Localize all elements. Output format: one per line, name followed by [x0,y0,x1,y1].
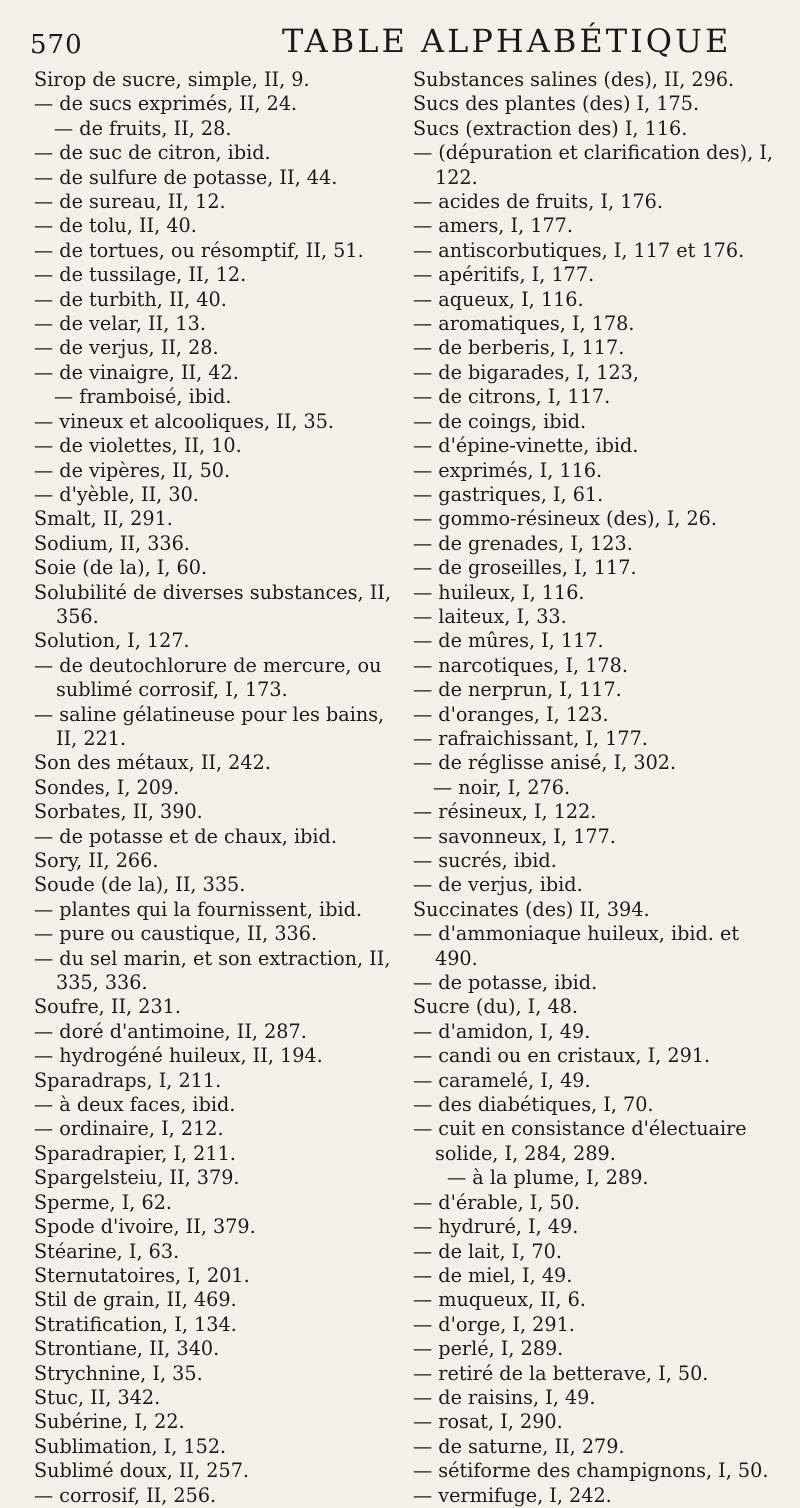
index-entry: Sparadrapier, I, 211. [34,1141,236,1165]
index-entry: Solubilité de diverses substances, II, 356. [34,580,391,628]
index-entry: Son des métaux, II, 242. [34,751,271,775]
index-subentry: — d'oranges, I, 123. [413,702,609,726]
index-entry: Spode d'ivoire, II, 379. [34,1215,256,1239]
index-entry: Soufre, II, 231. [34,995,181,1019]
index-subentry: — de sulfure de potasse, II, 44. [34,165,338,189]
index-subentry: — plantes qui la fournissent, ibid. [34,897,362,921]
index-entry: Sucs (extraction des) I, 116. [413,116,688,140]
index-entry: Soie (de la), I, 60. [34,556,208,580]
index-entry: Sondes, I, 209. [34,775,180,799]
index-subentry: — de vinaigre, II, 42. [34,360,239,384]
index-subentry: — pure ou caustique, II, 336. [34,922,318,946]
right-index-column [413,68,785,1508]
index-subentry: — d'érable, I, 50. [413,1190,581,1214]
index-subentry: — saline gélatineuse pour les bains, II, 221. [34,702,385,750]
index-subentry: — acides de fruits, I, 176. [413,190,663,214]
index-subentry: — vermifuge, I, 242. [413,1483,612,1507]
index-subentry: — à la plume, I, 289. [447,1166,649,1190]
index-entry: Sublimation, I, 152. [34,1434,227,1458]
index-subentry: — doré d'antimoine, II, 287. [34,1019,307,1043]
index-subentry: — de sureau, II, 12. [34,190,226,214]
index-entry: Sparadraps, I, 211. [34,1068,222,1092]
index-entry: Subérine, I, 22. [34,1410,185,1434]
index-subentry: — (dépuration et clarification des), I, 122. [413,141,773,189]
index-subentry: — de tolu, II, 40. [34,214,197,238]
index-subentry: — cuit en consistance d'électuaire solide, I, 284, 289. [413,1117,747,1165]
index-subentry: — d'orge, I, 291. [413,1312,575,1336]
index-subentry: — de potasse, ibid. [413,971,598,995]
index-subentry: — de berberis, I, 117. [413,336,625,360]
page-number: 570 [30,30,83,60]
index-subentry: — muqueux, II, 6. [413,1288,586,1312]
index-entry: Sperme, I, 62. [34,1190,172,1214]
index-subentry: — sucrés, ibid. [413,849,557,872]
index-subentry: — de coings, ibid. [413,409,587,433]
index-entry: Sory, II, 266. [34,849,159,872]
index-entry: Spargelsteiu, II, 379. [34,1166,240,1190]
index-subentry: — laiteux, I, 33. [413,604,567,628]
index-subentry: — hydrogéné huileux, II, 194. [34,1044,323,1068]
index-subentry: — de saturne, II, 279. [413,1434,625,1458]
index-subentry: — de lait, I, 70. [413,1239,562,1263]
index-subentry: — perlé, I, 289. [413,1337,564,1361]
index-subentry: — de mûres, I, 117. [413,629,604,653]
index-subentry: — exprimés, I, 116. [413,458,603,482]
index-entry: Stratification, I, 134. [34,1312,237,1336]
index-subentry: — amers, I, 177. [413,214,573,238]
index-entry: Stuc, II, 342. [34,1385,161,1409]
index-subentry: — hydruré, I, 49. [413,1215,579,1239]
index-subentry: — candi ou en cristaux, I, 291. [413,1044,711,1068]
index-subentry: — résineux, I, 122. [413,800,597,824]
index-subentry: — antiscorbutiques, I, 117 et 176. [413,238,745,262]
index-subentry: — aqueux, I, 116. [413,287,584,311]
index-subentry: — savonneux, I, 177. [413,824,616,848]
index-subentry: — noir, I, 276. [433,775,571,799]
index-entry: Sublimé doux, II, 257. [34,1459,249,1483]
index-subentry: — sétiforme des champignons, I, 50. [413,1459,769,1483]
index-entry: Soude (de la), II, 335. [34,873,246,897]
index-entry: Strychnine, I, 35. [34,1361,203,1385]
index-subentry: — vineux et alcooliques, II, 35. [34,409,335,433]
index-subentry: — huileux, I, 116. [413,580,585,604]
index-subentry: — à deux faces, ibid. [34,1093,236,1117]
index-entry: Succinates (des) II, 394. [413,897,650,921]
index-entry: Sucs des plantes (des) I, 175. [413,92,700,116]
index-entry: Sodium, II, 336. [34,531,190,555]
index-subentry: — de groseilles, I, 117. [413,556,637,580]
index-entry: Substances salines (des), II, 296. [413,68,735,91]
index-subentry: — apéritifs, I, 177. [413,263,595,287]
index-subentry: — de citrons, I, 117. [413,385,611,409]
index-subentry: — d'amidon, I, 49. [413,1019,591,1043]
index-entry: Smalt, II, 291. [34,507,173,531]
index-subentry: — des diabétiques, I, 70. [413,1093,654,1117]
index-subentry: — rosat, I, 290. [413,1410,563,1434]
index-subentry: — de verjus, ibid. [413,873,583,897]
index-subentry: — de suc de citron, ibid. [34,141,271,165]
index-subentry: — framboisé, ibid. [54,385,232,409]
index-subentry: — rafraichissant, I, 177. [413,726,648,750]
index-subentry: — de fruits, II, 28. [54,116,232,140]
index-subentry: — de sucs exprimés, II, 24. [34,92,298,116]
index-subentry: — de réglisse anisé, I, 302. [413,751,677,775]
index-entry: Solution, I, 127. [34,629,190,653]
index-subentry: — corrosif, II, 256. [34,1483,217,1507]
index-subentry: — gastriques, I, 61. [413,482,604,506]
index-entry: Sternutatoires, I, 201. [34,1263,250,1287]
index-subentry: — de velar, II, 13. [34,312,206,336]
index-subentry: — ordinaire, I, 212. [34,1117,224,1141]
index-subentry: — de verjus, II, 28. [34,336,219,360]
index-entry: Stéarine, I, 63. [34,1239,180,1263]
index-entry: Strontiane, II, 340. [34,1337,220,1361]
index-subentry: — de bigarades, I, 123, [413,360,639,384]
index-entry: Sirop de sucre, simple, II, 9. [34,68,310,91]
index-subentry: — de violettes, II, 10. [34,434,242,458]
index-subentry: — retiré de la betterave, I, 50. [413,1361,709,1385]
index-subentry: — du sel marin, et son extraction, II, 335, 336. [34,946,391,995]
running-title: TABLE ALPHABÉTIQUE [282,22,732,60]
index-entry: Sucre (du), I, 48. [413,995,578,1019]
index-subentry: — d'épine-vinette, ibid. [413,434,639,458]
index-subentry: — narcotiques, I, 178. [413,653,628,677]
index-subentry: — de tortues, ou résomptif, II, 51. [34,238,364,262]
index-subentry: — de raisins, I, 49. [413,1385,596,1409]
index-entry: Sorbates, II, 390. [34,800,203,824]
index-subentry: — d'ammoniaque huileux, ibid. et 490. [413,922,740,970]
index-subentry: — de vipères, II, 50. [34,458,231,482]
index-subentry: — de grenades, I, 123. [413,531,633,555]
index-subentry: — de miel, I, 49. [413,1263,573,1287]
index-subentry: — de nerprun, I, 117. [413,678,622,702]
index-subentry: — de deutochlorure de mercure, ou sublimé corrosif, I, 173. [34,653,382,702]
index-subentry: — aromatiques, I, 178. [413,312,635,336]
index-subentry: — d'yèble, II, 30. [34,482,199,506]
index-subentry: — de potasse et de chaux, ibid. [34,824,337,848]
index-subentry: — caramelé, I, 49. [413,1068,591,1092]
index-subentry: — gommo-résineux (des), I, 26. [413,507,717,531]
page-header [0,14,800,64]
index-subentry: — de tussilage, II, 12. [34,263,247,287]
index-subentry: — de turbith, II, 40. [34,287,227,311]
left-index-column [34,68,394,1508]
index-entry: Stil de grain, II, 469. [34,1288,237,1312]
